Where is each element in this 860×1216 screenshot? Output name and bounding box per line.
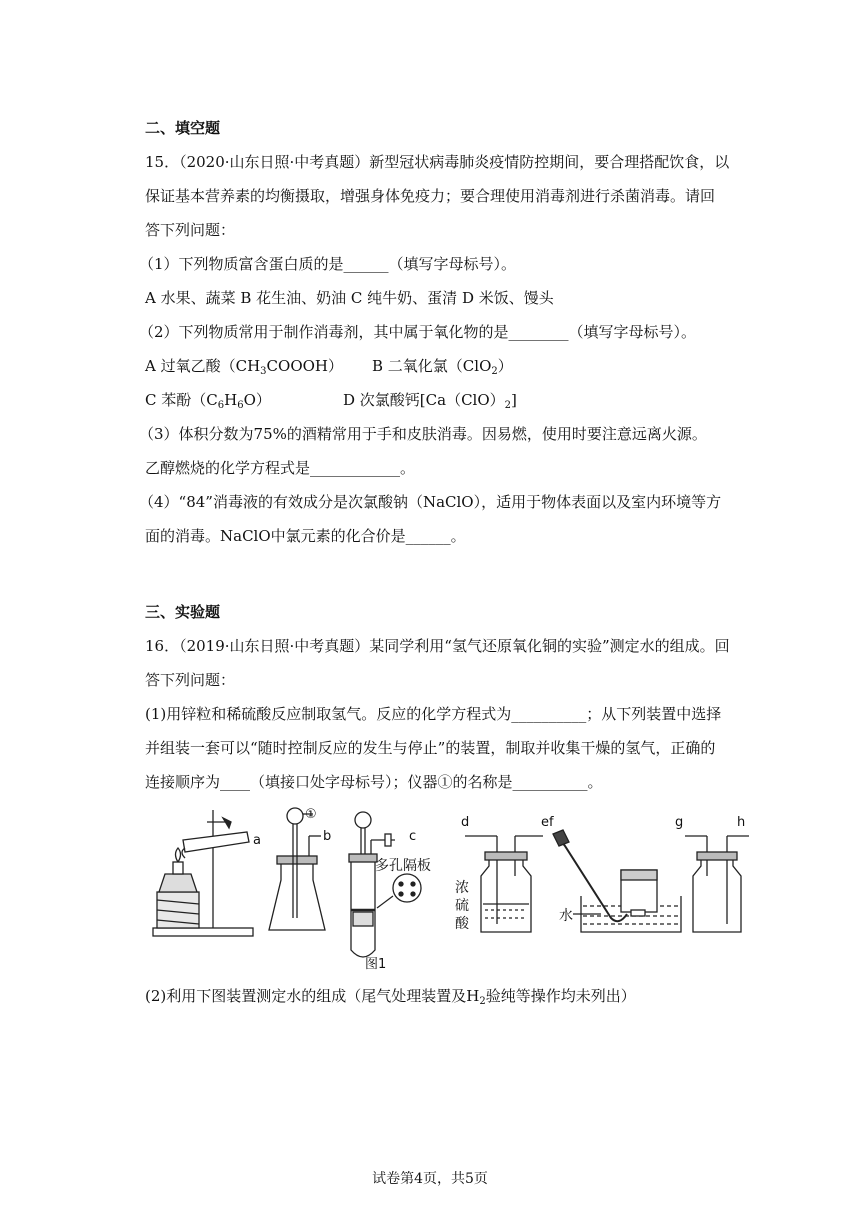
q15-part3-line-1: （3）体积分数为75%的酒精常用于手和皮肤消毒。因易燃，使用时要注意远离火源。 [139,425,707,443]
section-heading-experiment: 三、实验题 [145,603,221,621]
q15-option-d: D 次氯酸钙$[Ca(ClO)_2]$ [343,391,517,411]
q16-part1-line-1: (1)用锌粒和稀硫酸反应制取氢气。反应的化学方程式为__________；从下列装置中选择 [145,705,722,723]
porous-plate-label: 多孔隔板 [375,858,431,874]
q15-part4-line-1: （4）“84”消毒液的有效成分是次氯酸钠（NaClO），适用于物体表面以及室内环境等方 [139,493,722,511]
page-footer: 试卷第4页，共5页 [372,1171,488,1187]
apparatus-b [269,808,325,930]
acid-label-2: 硫 [455,898,469,914]
q16-part2: (2)利用下图装置测定水的组成（尾气处理装置及$H_2$验纯等操作均未列出） [145,987,636,1007]
apparatus-gh [685,836,749,932]
label-d: d [461,815,470,830]
q16-line-1: 16．（2019·山东日照·中考真题）某同学利用“氢气还原氧化铜的实验”测定水的组成。回 [145,637,730,655]
label-a: a [253,833,261,848]
apparatus-figure [145,800,765,975]
label-b: b [323,829,332,844]
q16-part1-line-3: 连接顺序为____（填接口处字母标号）；仪器①的名称是__________。 [145,773,603,791]
circle-one-label: ① [305,807,317,822]
figure-caption: 图1 [365,957,387,972]
q15-option-c: C 苯酚$(C_6H_6O)$ [145,391,271,411]
label-c: c [409,829,417,844]
q15-line-3: 答下列问题： [145,221,236,239]
q15-line-2: 保证基本营养素的均衡摄取，增强身体免疫力；要合理使用消毒剂进行杀菌消毒。请回 [145,187,716,205]
q15-option-a: A 过氧乙酸$(CH_3COOOH)$ [145,357,343,377]
q15-part2: （2）下列物质常用于制作消毒剂，其中属于氧化物的是________（填写字母标号）。 [139,323,697,341]
water-label: 水 [559,908,573,924]
label-g: g [675,815,684,830]
q15-part1-options: A 水果、蔬菜 B 花生油、奶油 C 纯牛奶、蛋清 D 米饭、馒头 [145,289,554,307]
q15-line-1: 15．（2020·山东日照·中考真题）新型冠状病毒肺炎疫情防控期间，要合理搭配饮食，以 [145,153,730,171]
label-e: e [541,815,549,830]
apparatus-a [153,810,253,936]
q15-part3-line-2: 乙醇燃烧的化学方程式是____________。 [145,459,416,477]
acid-label-1: 浓 [455,880,469,896]
q15-part4-line-2: 面的消毒。NaClO中氯元素的化合价是______。 [145,527,466,545]
label-f: f [549,815,554,830]
label-h: h [737,815,746,830]
q15-part1: （1）下列物质富含蛋白质的是______（填写字母标号）。 [139,255,517,273]
q15-option-b: B 二氧化氯（ClO$_2$） [372,357,513,377]
q16-part1-line-2: 并组装一套可以“随时控制反应的发生与停止”的装置，制取并收集干燥的氢气，正确的 [145,739,716,757]
apparatus-de [465,836,543,932]
q16-line-2: 答下列问题： [145,671,236,689]
acid-label-3: 酸 [455,916,469,932]
section-heading-fill-blank: 二、填空题 [145,119,221,137]
